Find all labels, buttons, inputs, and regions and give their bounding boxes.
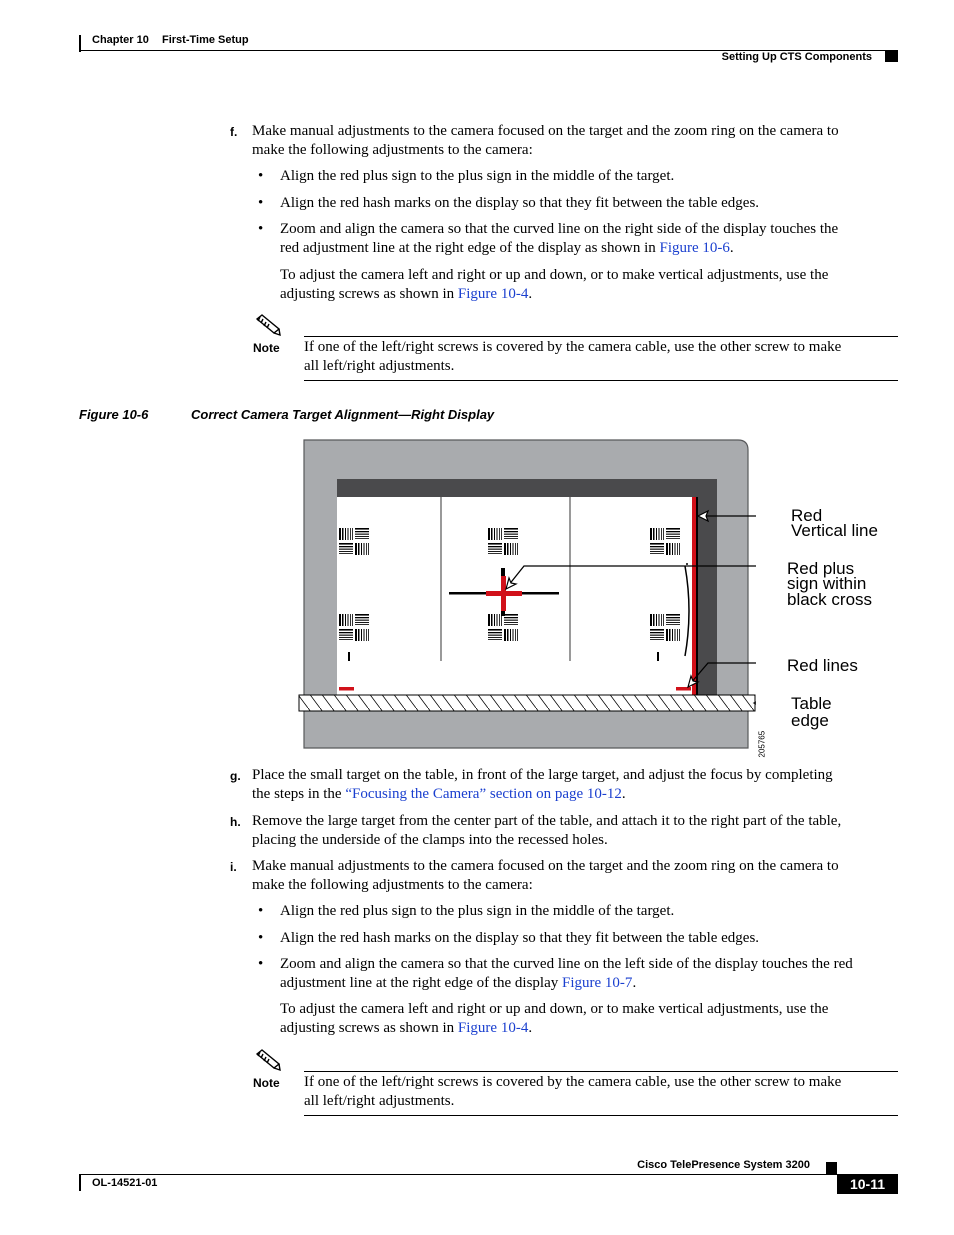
step-g-line2: the steps in the “Focusing the Camera” section on page 10-12. bbox=[252, 786, 626, 802]
step-h-line1: Remove the large target from the center part of the table, and attach it to the right part of the table, bbox=[252, 813, 842, 829]
figure-10-7-link[interactable]: Figure 10-7 bbox=[562, 975, 633, 991]
bullet-icon: • bbox=[258, 168, 264, 184]
camera-alignment-figure bbox=[296, 436, 756, 752]
art-number: 205765 bbox=[757, 730, 767, 758]
note2-top-rule bbox=[304, 1071, 898, 1072]
red-line bbox=[676, 687, 691, 691]
note1-text bbox=[304, 338, 841, 376]
note2-bottom-rule bbox=[304, 1115, 898, 1116]
figure-10-4-link[interactable]: Figure 10-4 bbox=[457, 1020, 529, 1036]
step-g-letter: g. bbox=[230, 769, 241, 783]
focusing-camera-link[interactable]: “Focusing the Camera” section on page 10-12 bbox=[345, 786, 622, 802]
step-i-bullet3-line2: adjustment line at the right edge of the display Figure 10-7. bbox=[280, 975, 637, 991]
bullet-icon: • bbox=[258, 930, 264, 946]
step-g-text bbox=[252, 766, 833, 804]
step-i-line1: Make manual adjustments to the camera focused on the target and the zoom ring on the camera to bbox=[252, 858, 839, 874]
step-h-text bbox=[252, 812, 841, 850]
pencil-icon bbox=[254, 313, 282, 337]
page-number: 10-11 bbox=[837, 1175, 898, 1194]
note1-label: Note bbox=[253, 341, 280, 355]
step-f-bullet3 bbox=[280, 220, 838, 258]
step-i-line2: make the following adjustments to the camera: bbox=[252, 877, 533, 893]
label-edge: edge bbox=[791, 711, 829, 730]
step-i-letter: i. bbox=[230, 860, 237, 874]
step-f-bullet1: Align the red plus sign to the plus sign in the middle of the target. bbox=[280, 168, 675, 184]
note2-line2: all left/right adjustments. bbox=[304, 1093, 455, 1109]
note1-bottom-rule bbox=[304, 380, 898, 381]
step-i-bullet3 bbox=[280, 955, 853, 993]
note1-line1: If one of the left/right screws is covered by the camera cable, use the other screw to make bbox=[304, 339, 842, 355]
step-g-line1: Place the small target on the table, in front of the large target, and adjust the focus by completing bbox=[252, 767, 833, 783]
label-red-lines: Red lines bbox=[787, 656, 858, 675]
step-h-letter: h. bbox=[230, 815, 241, 829]
label-black-cross: black cross bbox=[787, 590, 873, 609]
figure-10-4-link[interactable]: Figure 10-4 bbox=[457, 286, 529, 302]
step-i-bullet2: Align the red hash marks on the display so that they fit between the table edges. bbox=[280, 930, 760, 946]
step-f-adjust-line2: adjusting screws as shown in Figure 10-4. bbox=[280, 286, 533, 302]
footer-marker bbox=[826, 1162, 837, 1174]
header-section: Setting Up CTS Components bbox=[721, 51, 872, 63]
step-f-line2: make the following adjustments to the camera: bbox=[252, 142, 533, 158]
step-f-bullet3-line2: red adjustment line at the right edge of the display as shown in Figure 10-6. bbox=[280, 240, 734, 256]
bullet-icon: • bbox=[258, 903, 264, 919]
step-f-line1: Make manual adjustments to the camera focused on the target and the zoom ring on the camera to bbox=[252, 123, 839, 139]
step-i-adjust bbox=[280, 1000, 828, 1038]
label-vertical-line: Vertical line bbox=[791, 521, 878, 540]
label-red: Red bbox=[791, 506, 823, 525]
note1-line2: all left/right adjustments. bbox=[304, 358, 455, 374]
figure-caption: Correct Camera Target Alignment—Right Display bbox=[191, 407, 495, 422]
figure-number: Figure 10-6 bbox=[79, 407, 149, 422]
step-f-adjust bbox=[280, 266, 828, 304]
header-chapter: Chapter 10 bbox=[92, 34, 149, 46]
pencil-icon bbox=[254, 1048, 282, 1072]
footer-doc-number: OL-14521-01 bbox=[92, 1177, 158, 1189]
note2-line1: If one of the left/right screws is covered by the camera cable, use the other screw to make bbox=[304, 1074, 842, 1090]
note2-label: Note bbox=[253, 1076, 280, 1090]
note1-top-rule bbox=[304, 336, 898, 337]
header-chapter-title: First-Time Setup bbox=[162, 34, 249, 46]
step-i-bullet1: Align the red plus sign to the plus sign in the middle of the target. bbox=[280, 903, 675, 919]
step-f-bullet2: Align the red hash marks on the display so that they fit between the table edges. bbox=[280, 195, 760, 211]
step-i-bullet3-line1: Zoom and align the camera so that the curved line on the left side of the display touches the red bbox=[280, 956, 853, 972]
header-marker bbox=[885, 51, 898, 62]
bullet-icon: • bbox=[258, 195, 264, 211]
label-sign-within: sign within bbox=[787, 574, 867, 593]
red-vertical-line bbox=[692, 497, 696, 704]
step-f-letter: f. bbox=[230, 125, 238, 139]
step-f-bullet3-line1: Zoom and align the camera so that the curved line on the right side of the display touches the bbox=[280, 221, 839, 237]
bullet-icon: • bbox=[258, 221, 264, 237]
step-i-text bbox=[252, 857, 839, 895]
footer-bar bbox=[79, 1174, 81, 1191]
label-red-plus: Red plus bbox=[787, 559, 855, 578]
table-edge bbox=[299, 695, 755, 711]
step-i-adjust-line1: To adjust the camera left and right or up and down, or to make vertical adjustments, use the bbox=[280, 1001, 829, 1017]
footer-product: Cisco TelePresence System 3200 bbox=[637, 1159, 810, 1171]
figure-10-6-link[interactable]: Figure 10-6 bbox=[659, 240, 730, 256]
step-f-adjust-line1: To adjust the camera left and right or up and down, or to make vertical adjustments, use the bbox=[280, 267, 829, 283]
red-line bbox=[339, 687, 354, 691]
bullet-icon: • bbox=[258, 956, 264, 972]
step-f-text bbox=[252, 122, 839, 160]
label-table: Table bbox=[791, 694, 832, 713]
note2-text bbox=[304, 1073, 841, 1111]
step-i-adjust-line2: adjusting screws as shown in Figure 10-4. bbox=[280, 1020, 533, 1036]
step-h-line2: placing the underside of the clamps into the recessed holes. bbox=[252, 832, 608, 848]
footer-rule bbox=[79, 1174, 898, 1175]
